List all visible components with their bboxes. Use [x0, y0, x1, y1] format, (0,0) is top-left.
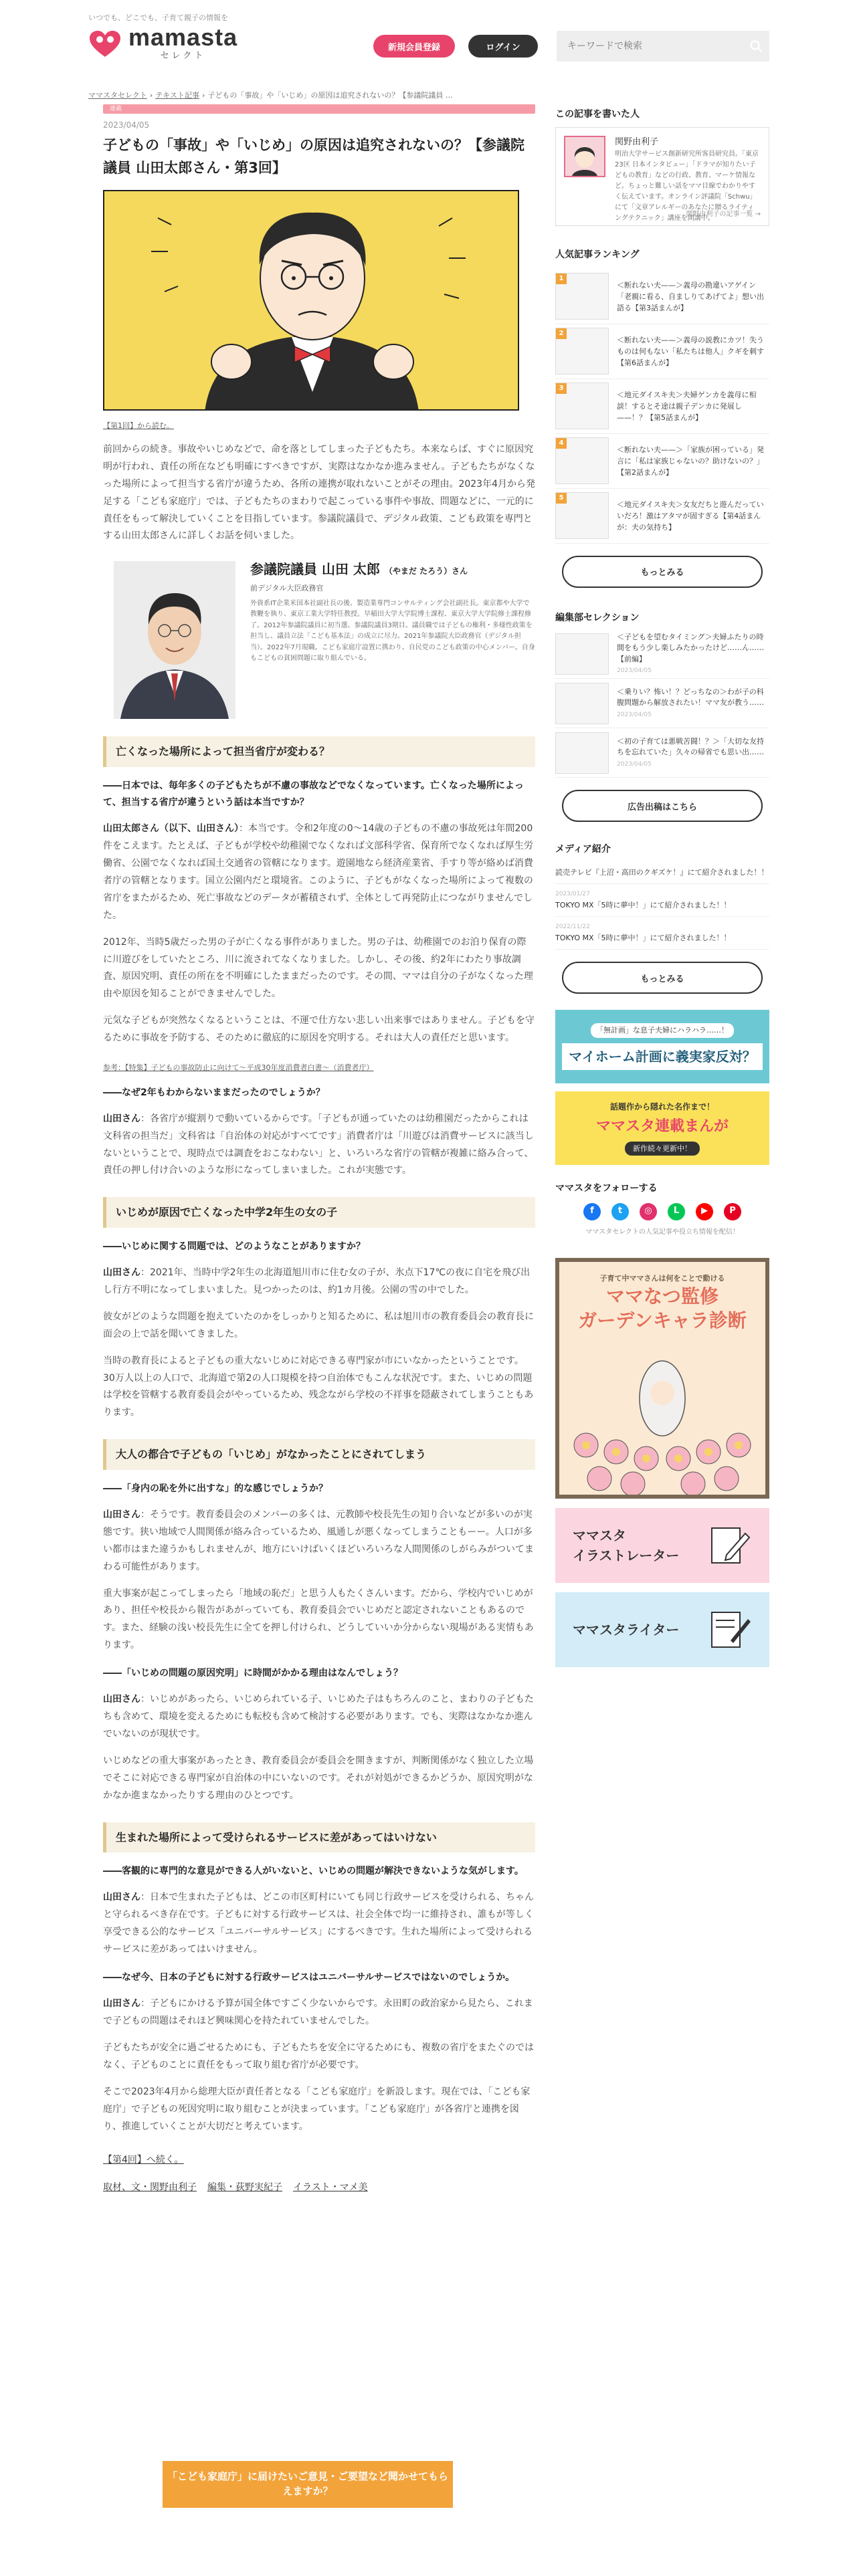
answer-text: ：本当です。令和2年度の0〜14歳の子どもの不慮の事故死は年間200件をこえます。たとえば、子どもが学校や幼稚園でなくなれば文部科学省、保育所でなくなれば厚生労働省、公園でなくなれば国土交通省の管轄になります。遊園地なら経済産業省、手すり等が絡めば消費者庁の管轄となります。国立公園内だと環境省。このように、子どもがなくなった場所によって複数の省庁をまたがるため、死亡事故などのデータが蓄積されず、全体として再発防止につながりませんでした。 — [103, 823, 533, 921]
article-credits — [103, 2180, 535, 2195]
pick-title: 編集部セレクション — [555, 612, 640, 623]
breadcrumb-category[interactable]: テキスト記事 — [155, 91, 199, 100]
pick-text: ＜乗りい？怖い！？どっちなの＞わが子の科腹問題から解放されたい！ママ友が教う…… — [617, 687, 764, 708]
answer-text: ：2021年、当時中学2年生の北海道旭川市に住む女の子が、氷点下17℃の夜に自宅を飛び出し行方不明になってしまいました。見つかったのは、約1カ月後。公園の雪の中でした。 — [103, 1267, 531, 1295]
pick-list — [555, 629, 769, 778]
interview-question: ――なぜ2年もわからないままだったのでしょうか？ — [103, 1087, 325, 1098]
writer-recruit-banner[interactable] — [555, 1592, 769, 1667]
media-text: TOKYO MX「5時に夢中！」にて紹介されました！！ — [555, 900, 731, 909]
speaker-name: 山田さん — [103, 1694, 140, 1705]
ranking-text: ＜断れない夫——＞義母の勘違いアゲイン「老親に看る、自ましりてあげてよ」想い出語る【第3話まんが】 — [617, 280, 764, 312]
interview-answer — [103, 1691, 535, 1743]
media-item[interactable] — [555, 917, 769, 950]
interview-answer — [103, 1889, 535, 1959]
sidebar — [555, 107, 769, 1667]
manga-banner-home[interactable] — [555, 1010, 769, 1083]
ranking-thumbnail — [555, 492, 609, 539]
ranking-thumbnail — [555, 273, 609, 320]
ranking-thumbnail — [555, 437, 609, 484]
pick-thumbnail — [555, 683, 609, 724]
article — [103, 104, 535, 2195]
body-paragraph: 彼女がどのような問題を抱えていたのかをしっかりと知るために、私は旭川市の教育委員会の教育長に面会の上で話を聞いてきました。 — [103, 1311, 534, 1339]
answer-text: ：いじめがあったら、いじめられている子、いじめた子はもちろんのこと、まわりの子どもたちも含めて、環境を変えるためにも転校も含めて検討する必要があります。でも、実際はなかなか進んでいないのが現状です。 — [103, 1694, 534, 1740]
section-heading: 生まれた場所によって受けられるサービスに差があってはいけない — [103, 1822, 535, 1853]
search-box — [557, 31, 769, 62]
interview-answer — [103, 1111, 535, 1180]
logo-sub: セレクト — [160, 51, 206, 61]
breadcrumb — [88, 90, 453, 102]
interview-question: ――なぜ今、日本の子どもに対する行政サービスはユニバーサルサービスではないのでしょうか。 — [103, 1972, 515, 1983]
rank-number: 5 — [556, 493, 567, 504]
body-paragraph: そこで2023年4月から総理大臣が責任者となる「こども家庭庁」を新設します。現在では、「こども家庭庁」で子どもの死因究明に取り組むことが決まっています。「こども家庭庁」が各省庁と連携を図り、推進していくことが大切だと考えています。 — [103, 2086, 531, 2132]
search-input[interactable] — [557, 31, 743, 62]
feedback-cta-button[interactable]: 「こども家庭庁」に届けたいご意見・ご要望など聞かせてもらえますか？ — [163, 2461, 453, 2508]
credit-editor[interactable]: 編集・荻野実紀子 — [207, 2181, 282, 2193]
media-item[interactable] — [555, 884, 769, 917]
profile-name-text: 参議院議員 山田 太郎 — [250, 561, 380, 578]
interview-answer — [103, 1265, 535, 1299]
writer-banner-text: ママスタライター — [573, 1621, 680, 1638]
ranking-item[interactable] — [555, 489, 769, 544]
speaker-name: 山田さん — [103, 1892, 140, 1903]
profile-description: 外資系IT企業米国本社副社長の後、製造業専門コンサルティング会社副社長。東京都や大学で教鞭を執り、東京工業大学特任教授。早稲田大学大学院博士課程、東京大学大学院修士課程修了。2012年参議院議員に初当選、参議院議員3期目。議員職では子どもの権利・多様性政策を担当し、議員立法「こども基本法」の成立に尽力。2021年参議院大臣政務官（デジタル担当）。2022年7月現職。こども家庭庁設置に携わり、自民党のこども政策の中心メンバー。自身もこどもの貧困問題に取り組んでいる。 — [250, 599, 535, 663]
social-links — [555, 1203, 769, 1220]
interview-question: ――「いじめの問題の原因究明」に時間がかかる理由はなんでしょう？ — [103, 1668, 403, 1679]
writer-description: 明治大学サービス創新研究所客員研究員。「東京23区 日本インタビュー」「ドラマが知りたい子どもの教育」などの行政、教育、マーケ情報など。ちょっと難しい話をママ目線でわかりやすく伝えています。オンライン評議院「Schwu」にて「文章アレルギーのあなたに贈るライティングテクニック」講座を開講中。 — [615, 150, 759, 223]
register-button[interactable]: 新規会員登録 — [373, 35, 455, 58]
character-diagnosis-banner[interactable] — [555, 1258, 769, 1499]
ad-inquiry-button[interactable]: 広告出稿はこちら — [562, 790, 763, 822]
pick-text: ＜初の子育ては悪戦苦闘！？＞「大切な友持ちを忘れていた」久々の帰省でも思い出…… — [617, 736, 764, 757]
ranking-text: ＜地元ダイスキ夫＞夫婦ゲンカを義母に相談！するとそ途は親子デンカに発展し——！？【第5話まんが】 — [617, 390, 757, 422]
ranking-item[interactable] — [555, 270, 769, 324]
site-logo[interactable] — [88, 25, 237, 64]
speaker-name: 山田さん — [103, 1998, 140, 2010]
ranking-text: ＜断れない夫——＞「家族が困っている」発言に「私は家族じゃないの？助けないの？」【第2話まんが】 — [617, 445, 764, 477]
ranking-thumbnail — [555, 383, 609, 429]
body-paragraph: 重大事案が起こってしまったら「地域の恥だ」と思う人もたくさんいます。だから、学校内でいじめがあり、担任や校長から報告があがっていても、教育委員会でいじめだと認定されないこともあるのです。また、経験の浅い校長先生に全てを押し付けられ、どうしていいか分からない現場がある実情もあります。 — [103, 1588, 534, 1651]
interview-question: ――いじめに関する問題では、どのようなことがありますか？ — [103, 1241, 365, 1252]
writer-name[interactable]: 関野由利子 — [615, 137, 659, 148]
illustrator-recruit-banner[interactable] — [555, 1508, 769, 1583]
pick-item[interactable] — [555, 679, 769, 728]
site-tagline: いつでも、どこでも、子育て親子の情報を — [88, 13, 228, 22]
pick-text: ＜子どもを望むタイミング＞夫婦ふたりの時間をもう少し楽しみたかったけど……ん……【前編】 — [617, 632, 764, 663]
diagnosis-subtitle: 子育て中ママさんは何をことで動ける — [599, 1273, 725, 1283]
ranking-more-button[interactable]: もっとみる — [562, 556, 763, 588]
site-header — [0, 0, 859, 74]
ranking-thumbnail — [555, 328, 609, 374]
credit-illustrator[interactable]: イラスト・マメ美 — [293, 2181, 368, 2193]
media-date: 2022/11/22 — [555, 924, 590, 931]
writer-avatar — [564, 136, 605, 177]
flower-characters-icon — [559, 1331, 765, 1499]
next-episode-link[interactable]: 【第4回】へ続く。 — [103, 2155, 184, 2166]
media-title: メディア紹介 — [555, 844, 611, 855]
media-item[interactable] — [555, 861, 769, 885]
profile-name — [250, 558, 535, 580]
interview-answer — [103, 821, 535, 924]
pick-item[interactable] — [555, 728, 769, 778]
section-heading: 大人の都合で子どもの「いじめ」がなかったことにされてしまう — [103, 1439, 535, 1470]
interview-question: ――「身内の恥を外に出すな」的な感じでしょうか？ — [103, 1483, 328, 1494]
diagnosis-title: ママなつ監修 ガーデンキャラ診断 — [578, 1285, 747, 1331]
heart-logo-icon — [88, 30, 122, 58]
ranking-text: ＜断れない夫——＞義母の説教にカツ！失うものは何もない「私たちは他人」クギを刺す【第6話まんが】 — [617, 335, 764, 367]
banner-button: 新作続々更新中！ — [625, 1142, 700, 1156]
profile-card — [103, 561, 535, 719]
rank-number: 2 — [556, 328, 567, 339]
banner-main-text: ママスタ連載まんが — [595, 1118, 729, 1136]
banner-top-text: 話題作から隠れた名作まで！ — [609, 1102, 714, 1112]
article-date: 2023/04/05 — [103, 120, 150, 130]
line-icon[interactable]: L — [668, 1203, 685, 1220]
breadcrumb-separator: › — [201, 91, 205, 100]
pen-writing-icon — [706, 1606, 753, 1652]
writer-section-title: この記事を書いた人 — [555, 109, 640, 120]
speaker-name: 山田さん — [103, 1509, 140, 1520]
ranking-item[interactable] — [555, 434, 769, 489]
follow-note: ママスタセレクトの人気記事や役立ち情報を配信！ — [585, 1228, 739, 1236]
interview-question: ――客観的に専門的な意見ができる人がいないと、いじめの問題が解決できないような気がします。 — [103, 1866, 524, 1877]
answer-text: ：日本で生まれた子どもは、どこの市区町村にいても同じ行政サービスを受けられる、ちゃんと守られるべき存在です。子どもに対する行政サービスは、社会全体で均一に維持され、誰もが等しく享受できる公的なサービス「ユニバーサルサービス」にするべきです。生れた場所によって受けられるサービスに差があってはいけません。 — [103, 1892, 534, 1955]
credit-writer[interactable]: 取材、文・関野由利子 — [103, 2181, 197, 2193]
pick-item[interactable] — [555, 629, 769, 679]
article-title: 子どもの「事故」や「いじめ」の原因は追究されないの？【参議院議員 山田太郎さん・第3回】 — [103, 137, 524, 176]
twitter-icon[interactable]: t — [611, 1203, 629, 1220]
reference-link[interactable]: 参考：【特集】子どもの事故防止に向けて〜平成30年度消費者白書〜（消費者庁） — [103, 1063, 374, 1072]
profile-role: 前デジタル大臣政務官 — [250, 584, 324, 593]
manga-banner-serial[interactable] — [555, 1091, 769, 1165]
media-text: TOKYO MX「5時に夢中！」にて紹介されました！！ — [555, 933, 731, 942]
body-paragraph: いじめなどの重大事案があったとき、教育委員会が委員会を開きますが、判断関係がなく独立した立場でそこに対応できる専門家が自治体の中にいないのです。それが対処ができるかどうか、原因究明がなかなか進まなかったりする理由のひとつです。 — [103, 1755, 534, 1801]
section-heading: 亡くなった場所によって担当省庁が変わる？ — [103, 736, 535, 767]
speaker-name: 山田さん — [103, 1267, 140, 1279]
speaker-name: 山田太郎さん（以下、山田さん） — [103, 823, 239, 835]
breadcrumb-current: 子どもの「事故」や「いじめ」の原因は追究されないの？【参議院議員 … — [207, 91, 453, 100]
speaker-name: 山田さん — [103, 1113, 140, 1124]
body-paragraph: 元気な子どもが突然なくなるということは、不運で仕方ない悲しい出来事ではありません。子どもを守るために事故を予防する、そのために徹底的に原因を究明する。それは大人の責任だと思います。 — [103, 1015, 535, 1044]
breadcrumb-home[interactable]: ママスタセレクト — [88, 91, 147, 100]
banner-top-text: 「無計画」な息子夫婦にハラハラ……！ — [591, 1023, 734, 1038]
ranking-list — [555, 270, 769, 544]
banner-main-text: マイホーム計画に義実家反対？ — [562, 1043, 763, 1070]
pick-date: 2023/04/05 — [617, 711, 652, 718]
interview-question: ――日本では、毎年多くの子どもたちが不慮の事故などでなくなっています。亡くなった場所によって、担当する省庁が違うという話は本当ですか？ — [103, 780, 524, 809]
profile-photo — [114, 561, 235, 719]
pencil-drawing-icon — [706, 1521, 753, 1568]
body-paragraph: 2012年、当時5歳だった男の子が亡くなる事件がありました。男の子は、幼稚園でのお泊り保育の際に川遊びをしていたところ、川に流されてなくなりました。しかし、その後、約2年にわたり事故調査、原因究明、責任の所在を不明確にしたままだったのです。その間、ママは自分の子がなくなった理由や原因を知ることができませんでした。 — [103, 936, 533, 1000]
writer-articles-link[interactable]: 関野由利子の記事一覧 → — [686, 211, 761, 219]
pick-date: 2023/04/05 — [617, 667, 652, 675]
breadcrumb-separator: › — [149, 91, 153, 100]
answer-text: ：各省庁が縦割りで動いているからです。「子どもが通っていたのは幼稚園だったからこれは文科省の担当だ」文科省は「自治体の対応がすべてです」消費者庁は「川遊びは消費サービスに該当しないということで、現時点では調査をおこなわない」と、いろいろな省庁の管轄が複雑に絡み合って、責任の押し付け合いのような形になってしまいました。これが実態です。 — [103, 1113, 534, 1176]
youtube-icon[interactable]: ▶ — [696, 1203, 713, 1220]
writer-card — [555, 127, 769, 226]
follow-title: ママスタをフォローする — [555, 1183, 658, 1194]
ranking-item[interactable] — [555, 324, 769, 379]
media-list — [555, 861, 769, 950]
search-icon[interactable] — [743, 31, 769, 62]
rank-number: 1 — [556, 274, 567, 284]
answer-text: ：子どもにかける予算が国全体ですごく少ないからです。永田町の政治家から見たら、これまで子どもの問題はそれほど興味関心を持たれていませんでした。 — [103, 1998, 533, 2027]
body-paragraph: 子どもたちが安全に過ごせるためにも、子どもたちを安全に守るためにも、複数の省庁をまたぐのではなく、子どものことに責任をもって取り組む省庁が必要です。 — [103, 2042, 534, 2070]
body-paragraph: 当時の教育長によると子どもの重大ないじめに対応できる専門家が市にいなかったということです。30万人以上の人口で、北海道で第2の人口規模を持つ自治体でもこんな状況です。また、いじめの問題は学校を管轄する教育委員会がやっているため、残念ながら学校の不祥事を隠蔽されてしまうこともあります。 — [103, 1355, 534, 1418]
pick-thumbnail — [555, 732, 609, 774]
rank-number: 4 — [556, 438, 567, 449]
interview-answer — [103, 1996, 535, 2030]
pinterest-icon[interactable]: P — [724, 1203, 741, 1220]
pick-thumbnail — [555, 633, 609, 675]
hero-caption-link[interactable]: 【第1回】から読む。 — [103, 421, 174, 431]
ranking-title: 人気記事ランキング — [555, 249, 640, 261]
answer-text: ：そうです。教育委員会のメンバーの多くは、元教師や校長先生の知り合いなどが多いのが実態です。狭い地域で人間関係が絡み合っているため、風通しが悪くなってしまうこともーー。人口が多い都市はまた違うかもしれませんが、地方にいけばいくほどいろいろな人間関係のしがらみがついてまわる可能性があります。 — [103, 1509, 534, 1572]
login-button[interactable]: ログイン — [468, 35, 538, 58]
media-date: 2023/01/27 — [555, 891, 590, 898]
logo-name: mamasta — [128, 23, 238, 51]
illustrator-banner-text: ママスタ イラストレーター — [573, 1527, 680, 1564]
rank-number: 3 — [556, 383, 567, 394]
section-heading: いじめが原因で亡くなった中学2年生の女の子 — [103, 1197, 535, 1228]
media-more-button[interactable]: もっとみる — [562, 962, 763, 994]
facebook-icon[interactable]: f — [583, 1203, 601, 1220]
interview-answer — [103, 1507, 535, 1576]
instagram-icon[interactable]: ◎ — [640, 1203, 657, 1220]
pick-date: 2023/04/05 — [617, 760, 652, 768]
ranking-text: ＜地元ダイスキ夫＞女友だちと遊んだっていいだろ！激はアタマが固すぎる【第4話まんが：夫の気持ち】 — [617, 500, 764, 532]
media-text: 読売テレビ『上沼・高田のクギズケ！』にて紹介されました！！ — [555, 867, 769, 877]
article-intro: 前回からの続き。事故やいじめなどで、命を落としてしまった子どもたち。本来ならば、すぐに原因究明が行われ、責任の所在なども明確にすべきですが、実際はなかなか進みません。子どもたちがなくなった場所によって担当する省庁が違うため、各所の連携が取れないことがその理由。2023年4月から発足する「こども家庭庁」では、子どもたちのまわりで起こっている事件や事故、問題などに、一元的に責任をもって解決していくことを目指しています。参議院議員で、デジタル政策、こども政策を専門とする山田太郎さんに詳しくお話を伺いました。 — [103, 443, 535, 542]
hero-illustration — [103, 190, 519, 411]
article-tag: 連載 — [103, 104, 535, 114]
ranking-item[interactable] — [555, 379, 769, 434]
profile-reading: （やまだ たろう）さん — [384, 566, 468, 576]
